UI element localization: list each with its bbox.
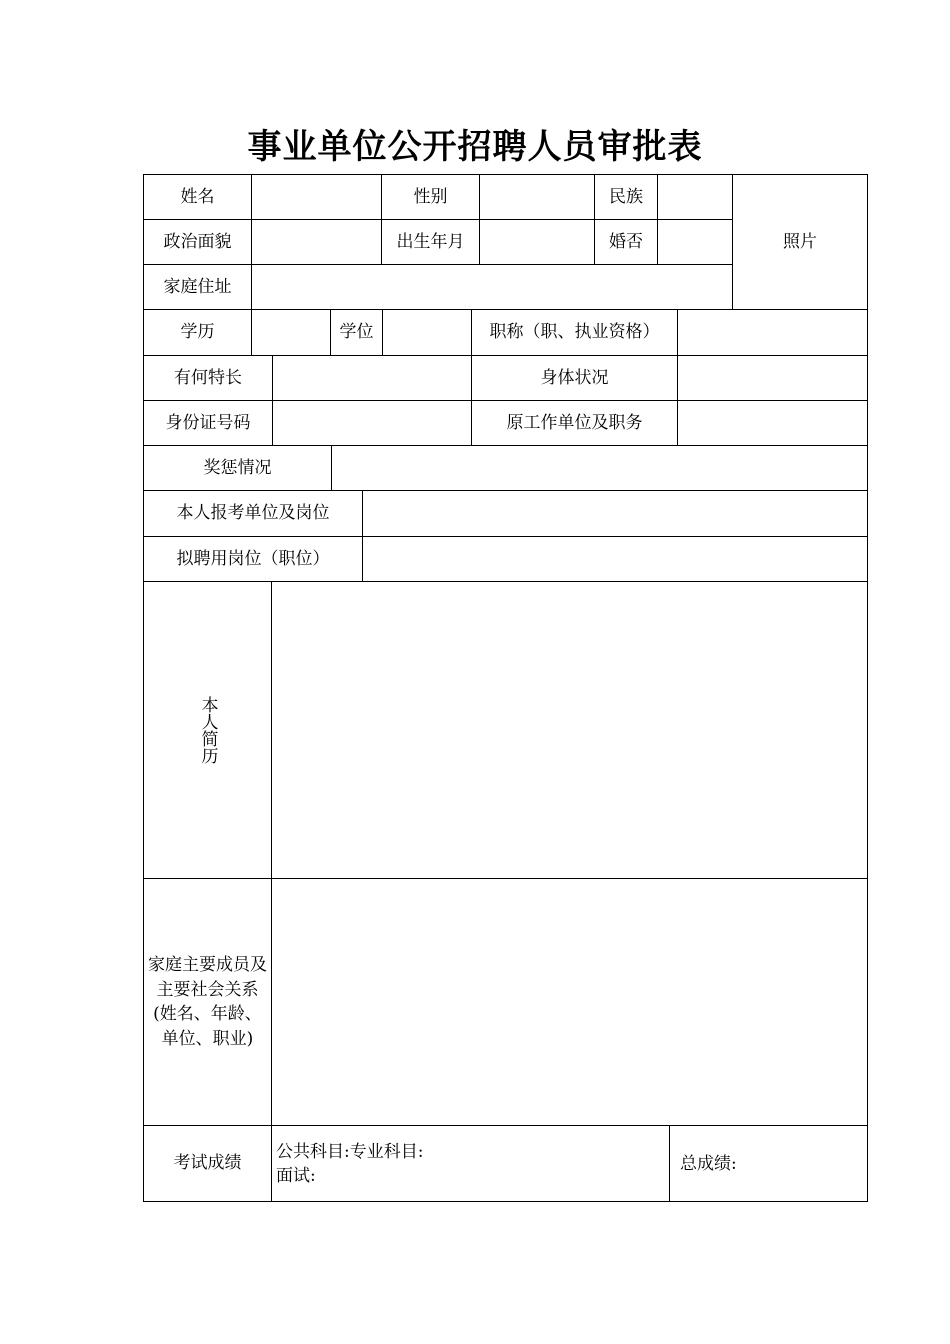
proposed-position-label: 拟聘用岗位（职位） (176, 548, 330, 569)
family-field[interactable] (272, 879, 867, 1125)
former-employer-field[interactable] (678, 401, 867, 445)
ethnicity-label: 民族 (609, 186, 643, 207)
total-score-field[interactable] (670, 1126, 867, 1201)
political-status-label: 政治面貌 (163, 231, 232, 252)
total-score-label: 总成绩: (680, 1154, 737, 1174)
public-subject-label: 公共科目:专业科目: (276, 1142, 424, 1162)
interview-label: 面试: (276, 1166, 316, 1186)
home-address-field[interactable] (252, 265, 732, 309)
resume-label-cell (144, 582, 271, 878)
professional-title-label: 职称（职、执业资格） (489, 322, 660, 342)
education-field[interactable] (252, 310, 330, 355)
grid-line (867, 174, 868, 1202)
proposed-position-field[interactable] (363, 537, 867, 581)
photo-cell[interactable]: 照片 (783, 231, 817, 252)
degree-field[interactable] (383, 310, 471, 355)
health-label: 身体状况 (540, 367, 609, 388)
applied-position-label: 本人报考单位及岗位 (176, 503, 330, 523)
birth-date-field[interactable] (480, 220, 594, 264)
education-label: 学历 (180, 322, 215, 342)
name-label: 姓名 (180, 186, 215, 207)
marital-status-field[interactable] (658, 220, 732, 264)
health-field[interactable] (678, 356, 867, 400)
gender-label: 性别 (413, 186, 448, 207)
id-number-label: 身份证号码 (165, 412, 251, 433)
specialty-field[interactable] (273, 356, 471, 400)
id-number-field[interactable] (273, 401, 471, 445)
name-field[interactable] (252, 175, 381, 219)
specialty-label: 有何特长 (174, 367, 242, 388)
resume-field[interactable] (272, 582, 867, 878)
marital-status-label: 婚否 (609, 231, 643, 252)
former-employer-label: 原工作单位及职务 (506, 412, 643, 433)
rewards-label: 奖惩情况 (203, 457, 272, 478)
professional-title-field[interactable] (678, 310, 867, 355)
birth-date-label: 出生年月 (396, 231, 465, 252)
applied-position-field[interactable] (363, 491, 867, 536)
gender-field[interactable] (480, 175, 594, 219)
exam-scores-field[interactable] (272, 1126, 669, 1201)
family-label: 家庭主要成员及 主要社会关系 (姓名、年龄、 单位、职业) (148, 955, 267, 1049)
grid-line (143, 1201, 868, 1202)
form-title: 事业单位公开招聘人员审批表 (247, 127, 703, 167)
rewards-field[interactable] (332, 446, 867, 490)
exam-scores-label: 考试成绩 (173, 1153, 242, 1173)
resume-label: 本人简历 (197, 696, 218, 764)
degree-label: 学位 (339, 322, 374, 342)
home-address-label: 家庭住址 (163, 276, 232, 297)
political-status-field[interactable] (252, 220, 381, 264)
ethnicity-field[interactable] (658, 175, 732, 219)
